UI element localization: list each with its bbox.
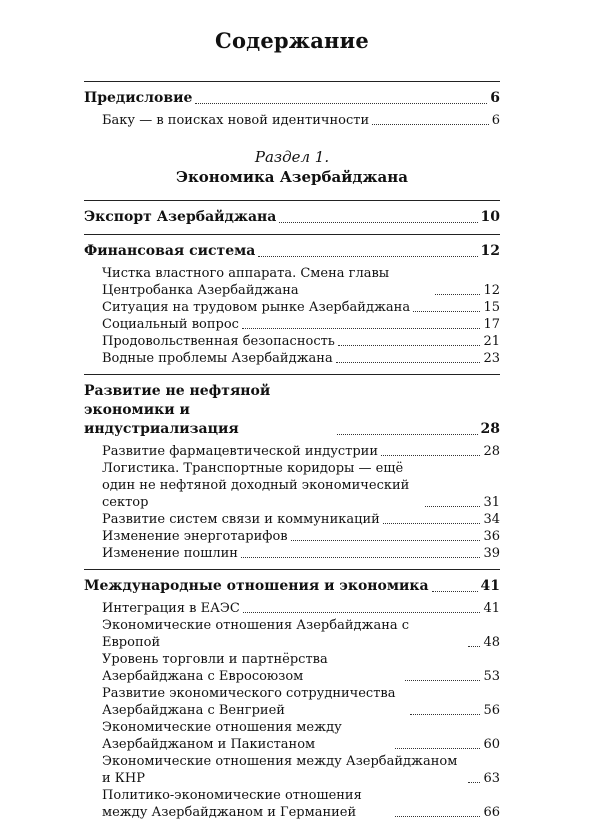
page-number: 6 <box>490 90 500 106</box>
entry-title: Изменение пошлин <box>102 546 238 561</box>
toc-subentry[interactable] <box>84 600 500 617</box>
page-number: 41 <box>480 578 500 594</box>
divider <box>84 234 500 235</box>
entry-title: Баку — в поисках новой идентичности <box>102 113 370 128</box>
toc-entry-preface[interactable] <box>84 89 500 108</box>
leader-dots <box>336 362 481 363</box>
toc-subentry[interactable] <box>84 350 500 367</box>
leader-dots <box>243 612 481 613</box>
page-number: 15 <box>483 300 500 315</box>
leader-dots <box>279 222 477 223</box>
entry-title: Ситуация на трудовом рынке Азербайджана <box>102 300 411 315</box>
leader-dots <box>337 434 478 435</box>
entry-title: Чистка властного аппарата. Смена главы Центробанка Азербайджана <box>102 266 390 298</box>
page-number: 41 <box>483 601 500 616</box>
leader-dots <box>241 557 481 558</box>
toc-subentry[interactable] <box>84 112 500 129</box>
leader-dots <box>468 782 480 783</box>
page-number: 6 <box>491 113 500 128</box>
divider <box>84 374 500 375</box>
entry-title: Уровень торговли и партнёрства Азербайджана с Евросоюзом <box>102 652 328 684</box>
page-number: 21 <box>483 334 500 349</box>
page-number: 12 <box>480 243 500 259</box>
toc-title: Содержание <box>215 28 369 53</box>
entry-title: Развитие экономического сотрудничества Азербайджана с Венгрией <box>102 686 396 718</box>
toc-subentry[interactable] <box>84 651 500 685</box>
page-number: 60 <box>483 737 500 752</box>
entry-title: Продовольственная безопасность <box>102 334 335 349</box>
page-number: 12 <box>483 283 500 298</box>
toc-subentry[interactable] <box>84 265 500 299</box>
toc-subentry[interactable] <box>84 316 500 333</box>
leader-dots <box>395 748 480 749</box>
leader-dots <box>413 311 480 312</box>
entry-title: Экспорт Азербайджана <box>84 209 277 225</box>
toc-page <box>84 28 500 821</box>
entry-title: Экономические отношения Азербайджана с Европой <box>102 618 410 650</box>
toc-subentry[interactable] <box>84 511 500 528</box>
toc-subentry[interactable] <box>84 333 500 350</box>
entry-title: Финансовая система <box>84 243 256 259</box>
toc-subentry[interactable] <box>84 299 500 316</box>
page-number: 39 <box>483 546 500 561</box>
entry-title: Логистика. Транспортные коридоры — ещё один не нефтяной доходный экономический сектор <box>102 461 410 510</box>
toc-entry-chapter[interactable] <box>84 577 500 596</box>
leader-dots <box>242 328 481 329</box>
leader-dots <box>291 540 481 541</box>
toc-entry-chapter[interactable] <box>84 242 500 261</box>
leader-dots <box>381 455 480 456</box>
leader-dots <box>372 124 489 125</box>
leader-dots <box>258 256 477 257</box>
leader-dots <box>432 591 478 592</box>
leader-dots <box>195 103 487 104</box>
toc-entry-chapter[interactable] <box>84 208 500 227</box>
page-number: 56 <box>483 703 500 718</box>
entry-title: Политико-экономические отношения между Азербайджаном и Германией <box>102 788 362 820</box>
section-name: Экономика Азербайджана <box>176 168 408 186</box>
page-number: 23 <box>483 351 500 366</box>
page-number: 28 <box>483 444 500 459</box>
page-number: 48 <box>483 635 500 650</box>
entry-title: Развитие систем связи и коммуникаций <box>102 512 380 527</box>
page-number: 10 <box>480 209 500 225</box>
leader-dots <box>338 345 481 346</box>
toc-subentry[interactable] <box>84 617 500 651</box>
page-number: 36 <box>483 529 500 544</box>
leader-dots <box>410 714 480 715</box>
leader-dots <box>425 506 480 507</box>
toc-subentry[interactable] <box>84 685 500 719</box>
entry-title: Развитие фармацевтической индустрии <box>102 444 379 459</box>
leader-dots <box>435 294 480 295</box>
page-number: 34 <box>483 512 500 527</box>
page-number: 53 <box>483 669 500 684</box>
toc-subentry[interactable] <box>84 443 500 460</box>
page-number: 66 <box>483 805 500 820</box>
toc-subentry[interactable] <box>84 719 500 753</box>
page-number: 17 <box>483 317 500 332</box>
entry-title: Водные проблемы Азербайджана <box>102 351 333 366</box>
entry-title: Интеграция в ЕАЭС <box>102 601 240 616</box>
entry-title: Социальный вопрос <box>102 317 239 332</box>
divider <box>84 81 500 82</box>
page-number: 31 <box>483 495 500 510</box>
page-number: 28 <box>480 421 500 437</box>
divider <box>84 200 500 201</box>
leader-dots <box>468 646 480 647</box>
toc-subentry[interactable] <box>84 787 500 821</box>
entry-title: Изменение энерготарифов <box>102 529 288 544</box>
entry-title: Международные отношения и экономика <box>84 578 429 594</box>
divider <box>84 569 500 570</box>
leader-dots <box>395 816 480 817</box>
toc-subentry[interactable] <box>84 545 500 562</box>
section-heading <box>84 147 500 187</box>
toc-subentry[interactable] <box>84 528 500 545</box>
page-number: 63 <box>483 771 500 786</box>
section-number: Раздел 1. <box>254 148 330 166</box>
entry-title: Экономические отношения между Азербайджаном и КНР <box>102 754 458 786</box>
entry-title: Экономические отношения между Азербайджаном и Пакистаном <box>102 720 342 752</box>
leader-dots <box>405 680 480 681</box>
toc-subentry[interactable] <box>84 753 500 787</box>
toc-entry-chapter[interactable] <box>84 382 500 439</box>
leader-dots <box>383 523 481 524</box>
entry-title: Предисловие <box>84 90 193 106</box>
entry-title: Развитие не нефтяной экономики и индустриализация <box>84 383 271 437</box>
toc-subentry[interactable] <box>84 460 500 511</box>
